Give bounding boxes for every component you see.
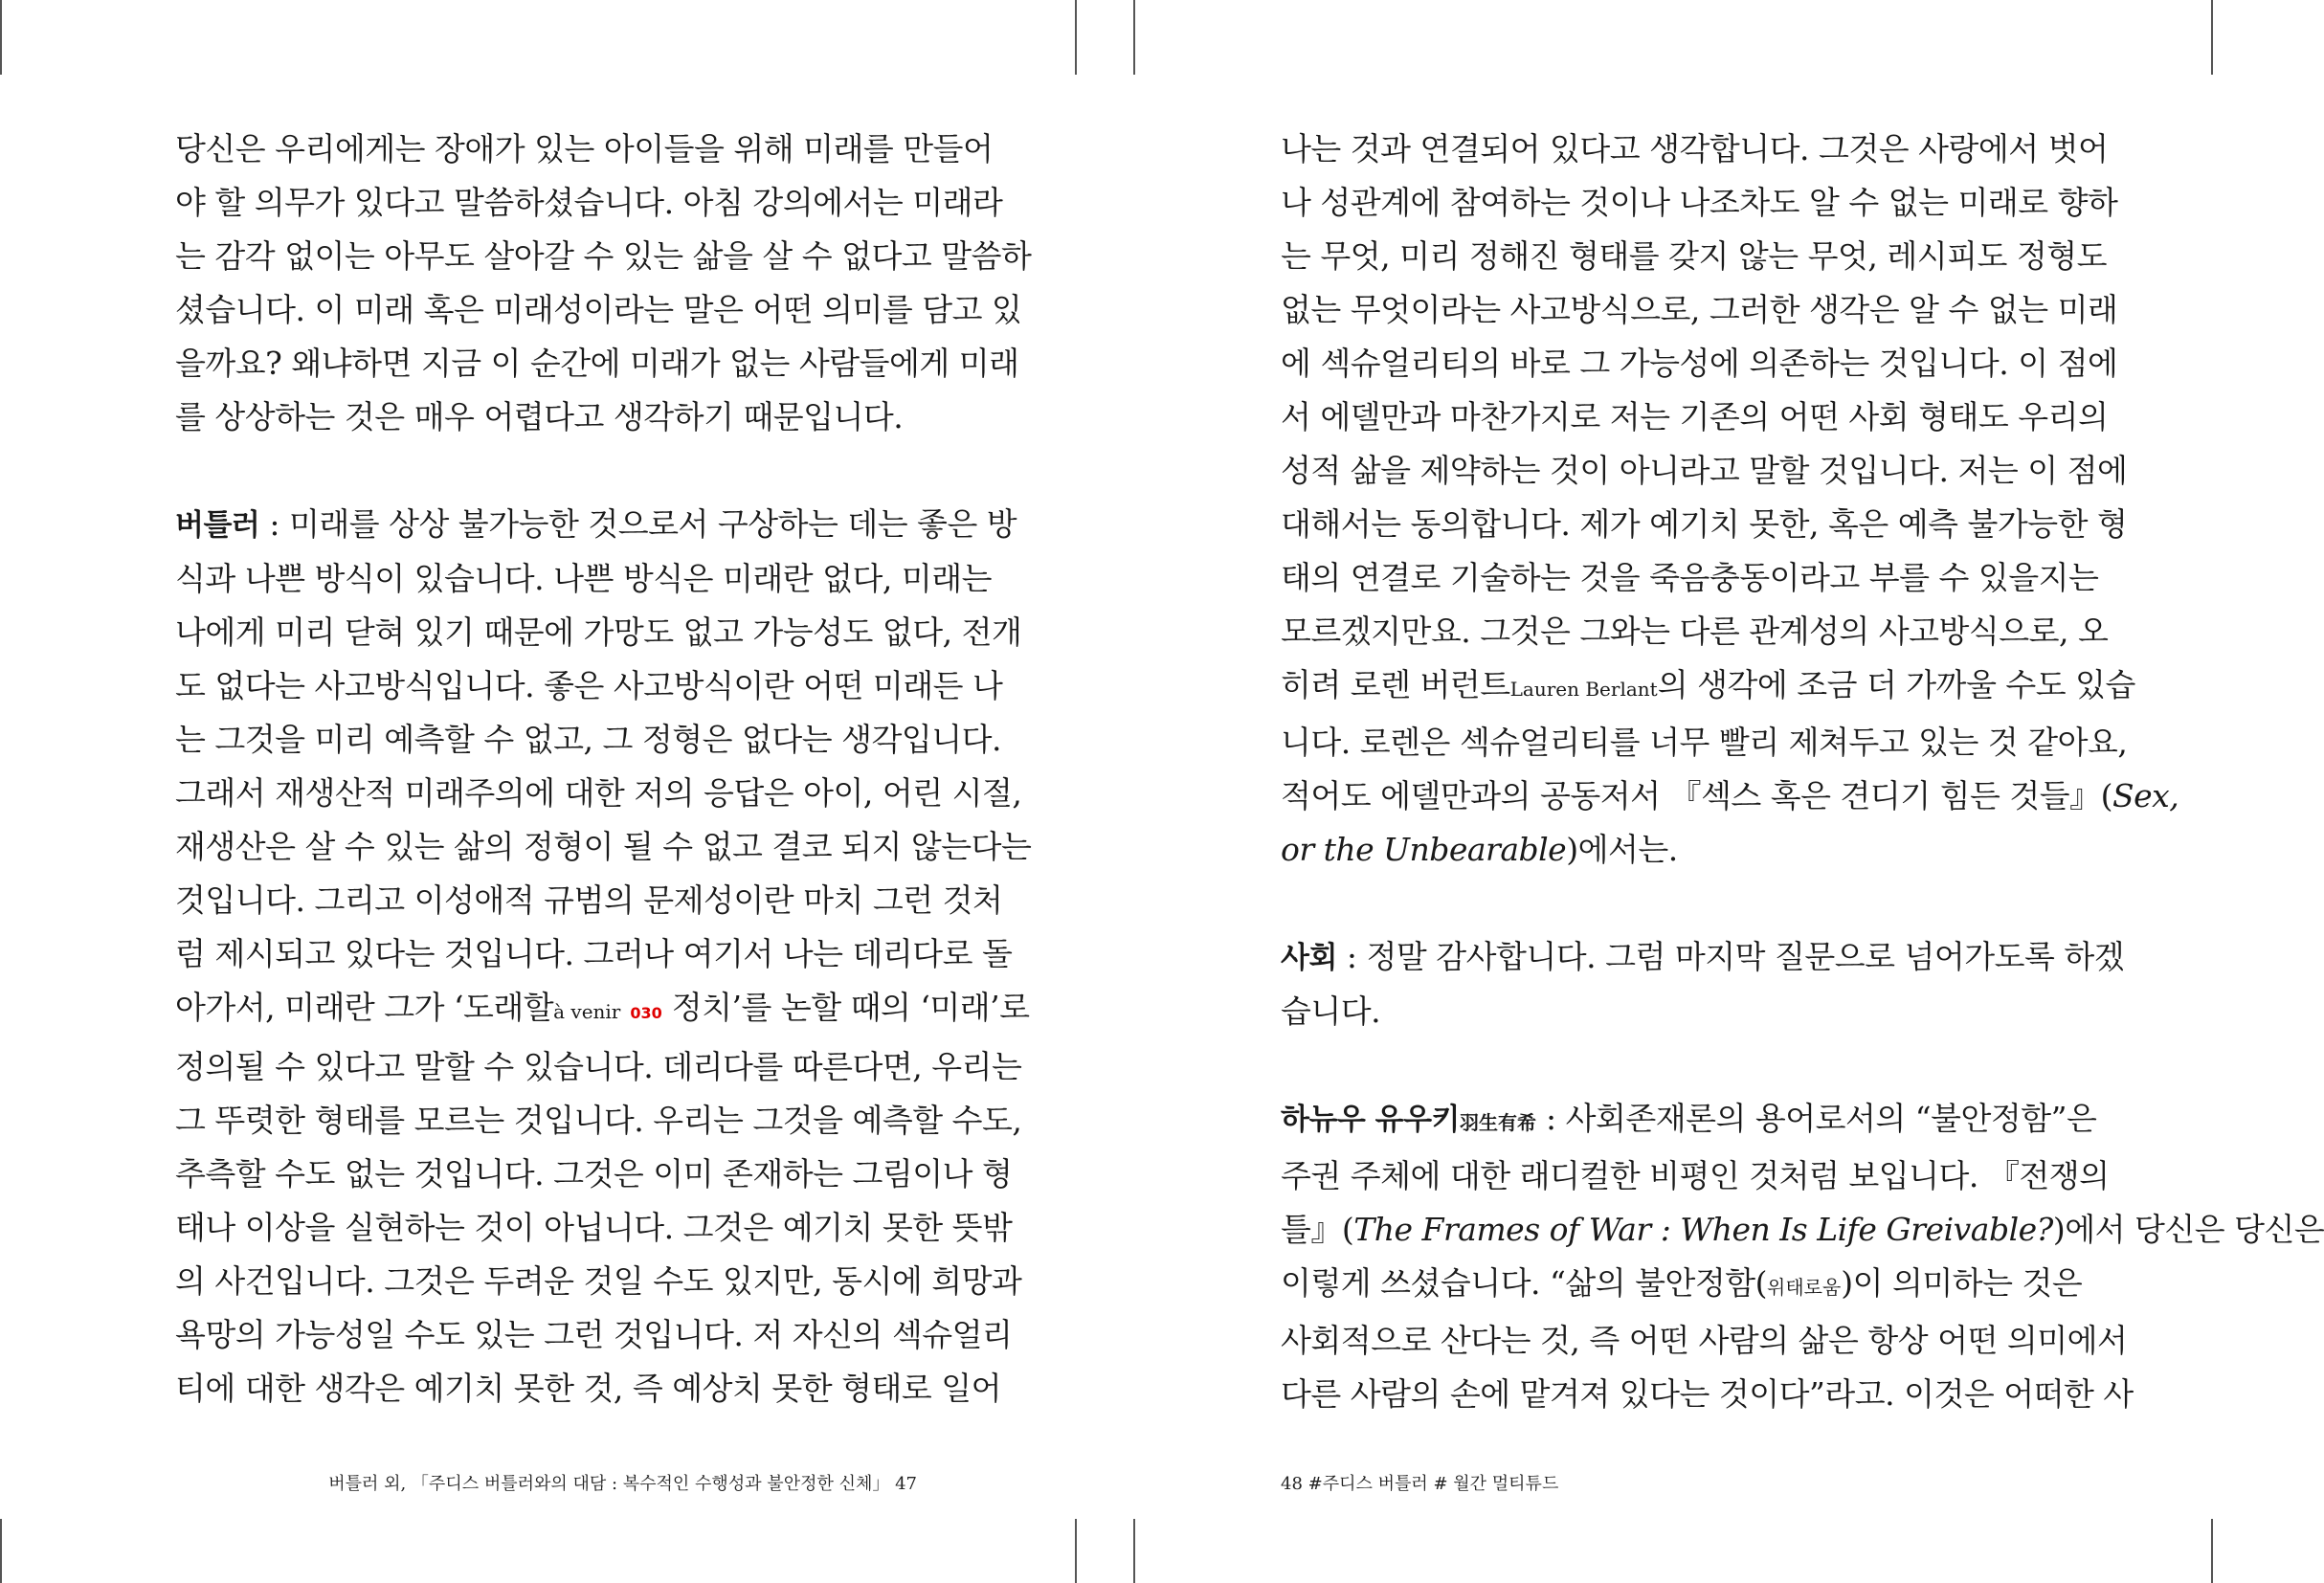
left-page	[175, 123, 1032, 1416]
text-line: 에 섹슈얼리티의 바로 그 가능성에 의존하는 것입니다. 이 점에	[1281, 345, 2118, 382]
foreign-name: Lauren Berlant	[1509, 678, 1658, 701]
text-line: 당신은 우리에게는 장애가 있는 아이들을 위해 미래를 만들어	[175, 130, 994, 167]
text-line: 대해서는 동의합니다. 제가 예기치 못한, 혹은 예측 불가능한 형	[1281, 505, 2128, 543]
text-line: 하뉴우 유우키羽生有希 : 사회존재론의 용어로서의 “불안정함”은	[1281, 1100, 2097, 1137]
left-paragraph-1	[175, 123, 1032, 444]
text-line: 태나 이상을 실현하는 것이 아닙니다. 그것은 예기치 못한 뜻밖	[175, 1209, 1013, 1246]
text-line: 나에게 미리 닫혀 있기 때문에 가망도 없고 가능성도 없다, 전개	[175, 613, 1022, 651]
text-line: 버틀러 : 미래를 상상 불가능한 것으로서 구상하는 데는 좋은 방	[175, 505, 1017, 543]
gloss-text: 위태로움	[1767, 1276, 1842, 1299]
speaker-name: 버틀러	[175, 508, 260, 543]
text-line: 를 상상하는 것은 매우 어렵다고 생각하기 때문입니다.	[175, 398, 904, 435]
text-line: 것입니다. 그리고 이성애적 규범의 문제성이란 마치 그런 것처	[175, 881, 1003, 919]
crop-mark-top-right	[2211, 0, 2213, 75]
text-line: 식과 나쁜 방식이 있습니다. 나쁜 방식은 미래란 없다, 미래는	[175, 560, 992, 597]
crop-mark-bottom-center-a	[1075, 1519, 1077, 1583]
text-line: 는 그것을 미리 예측할 수 없고, 그 정형은 없다는 생각입니다.	[175, 721, 1001, 758]
text-line: 사회적으로 산다는 것, 즉 어떤 사람의 삶은 항상 어떤 의미에서	[1281, 1322, 2128, 1359]
text-line: 습니다.	[1281, 992, 1381, 1030]
book-title-original: Sex,	[2112, 777, 2179, 814]
text-line: 아가서, 미래란 그가 ‘도래할à venir 030 정치’를 논할 때의 ‘미래’로	[175, 989, 1030, 1026]
crop-mark-bottom-right	[2211, 1519, 2213, 1583]
text-line: 주권 주체에 대한 래디컬한 비평인 것처럼 보입니다. 『전쟁의	[1281, 1157, 2110, 1194]
left-page-footer: 버틀러 외, 「주디스 버틀러와의 대담 : 복수적인 수행성과 불안정한 신체」 47	[328, 1474, 917, 1494]
right-page	[1281, 123, 2324, 1421]
crop-mark-bottom-center-b	[1133, 1519, 1135, 1583]
text-line: 모르겠지만요. 그것은 그와는 다른 관계성의 사고방식으로, 오	[1281, 613, 2109, 650]
text-line: 나는 것과 연결되어 있다고 생각합니다. 그것은 사랑에서 벗어	[1281, 130, 2109, 167]
text-line: 는 무엇, 미리 정해진 형태를 갖지 않는 무엇, 레시피도 정형도	[1281, 237, 2107, 275]
right-page-footer: 48 #주디스 버틀러 # 월간 멀티튜드	[1281, 1474, 1559, 1494]
text-line: 럼 제시되고 있다는 것입니다. 그러나 여기서 나는 데리다로 돌	[175, 935, 1013, 972]
text-line: 태의 연결로 기술하는 것을 죽음충동이라고 부를 수 있을지는	[1281, 559, 2099, 596]
text-line: 재생산은 살 수 있는 삶의 정형이 될 수 없고 결코 되지 않는다는	[175, 828, 1032, 865]
text-line: 을까요? 왜냐하면 지금 이 순간에 미래가 없는 사람들에게 미래	[175, 345, 1019, 382]
text-line: or the Unbearable)에서는.	[1281, 831, 1678, 868]
text-line: 적어도 에델만과의 공동저서 『섹스 혹은 견디기 힘든 것들』(Sex,	[1281, 777, 2179, 814]
text-line: 이렇게 쓰셨습니다. “삶의 불안정함(위태로움)이 의미하는 것은	[1281, 1264, 2083, 1302]
crop-mark-top-center-a	[1075, 0, 1077, 75]
text-line: 그 뚜렷한 형태를 모르는 것입니다. 우리는 그것을 예측할 수도,	[175, 1102, 1022, 1139]
text-line: 야 할 의무가 있다고 말씀하셨습니다. 아침 강의에서는 미래라	[175, 184, 1003, 221]
text-line: 의 사건입니다. 그것은 두려운 것일 수도 있지만, 동시에 희망과	[175, 1262, 1022, 1300]
text-line: 히려 로렌 버런트Lauren Berlant의 생각에 조금 더 가까울 수도 있습	[1281, 666, 2135, 703]
footnote-marker: 030	[630, 1004, 662, 1022]
text-line: 사회 : 정말 감사합니다. 그럼 마지막 질문으로 넘어가도록 하겠	[1281, 938, 2125, 975]
text-line: 틀』(The Frames of War : When Is Life Greivable?)에서 당신은 당신은	[1281, 1211, 2324, 1248]
crop-mark-top-left	[0, 0, 2, 75]
text-line: 서 에델만과 마찬가지로 저는 기존의 어떤 사회 형태도 우리의	[1281, 398, 2109, 435]
text-line: 는 감각 없이는 아무도 살아갈 수 있는 삶을 살 수 없다고 말씀하	[175, 237, 1032, 275]
text-line: 성적 삶을 제약하는 것이 아니라고 말할 것입니다. 저는 이 점에	[1281, 452, 2128, 489]
right-paragraph-2	[1281, 930, 2125, 1038]
speaker-name: 사회	[1281, 941, 1337, 975]
speaker-name: 하뉴우 유우키	[1281, 1103, 1460, 1137]
text-line: 정의될 수 있다고 말할 수 있습니다. 데리다를 따른다면, 우리는	[175, 1048, 1022, 1085]
text-line: 티에 대한 생각은 예기치 못한 것, 즉 예상치 못한 형태로 일어	[175, 1370, 1001, 1407]
crop-mark-bottom-left	[0, 1519, 2, 1583]
speaker-name-hanja: 羽生有希	[1459, 1111, 1536, 1134]
text-line: 나 성관계에 참여하는 것이나 나조차도 알 수 없는 미래로 향하	[1281, 184, 2118, 221]
left-paragraph-2	[175, 498, 1032, 1416]
text-line: 없는 무엇이라는 사고방식으로, 그러한 생각은 알 수 없는 미래	[1281, 291, 2118, 328]
right-paragraph-1	[1281, 123, 2179, 877]
foreign-term: à venir	[553, 1000, 621, 1023]
text-line: 추측할 수도 없는 것입니다. 그것은 이미 존재하는 그림이나 형	[175, 1155, 1013, 1193]
book-title-original-cont: or the Unbearable	[1281, 831, 1567, 868]
text-line: 셨습니다. 이 미래 혹은 미래성이라는 말은 어떤 의미를 담고 있	[175, 291, 1022, 328]
text-line: 그래서 재생산적 미래주의에 대한 저의 응답은 아이, 어린 시절,	[175, 774, 1022, 812]
crop-mark-top-center-b	[1133, 0, 1135, 75]
text-line: 도 없다는 사고방식입니다. 좋은 사고방식이란 어떤 미래든 나	[175, 667, 1003, 704]
text-line: 다른 사람의 손에 맡겨져 있다는 것이다”라고. 이것은 어떠한 사	[1281, 1375, 2134, 1413]
right-paragraph-3	[1281, 1092, 2324, 1421]
text-line: 욕망의 가능성일 수도 있는 그런 것입니다. 저 자신의 섹슈얼리	[175, 1316, 1013, 1353]
book-title-original: The Frames of War : When Is Life Greivable?	[1353, 1211, 2053, 1248]
text-line: 니다. 로렌은 섹슈얼리티를 너무 빨리 제쳐두고 있는 것 같아요,	[1281, 724, 2128, 761]
